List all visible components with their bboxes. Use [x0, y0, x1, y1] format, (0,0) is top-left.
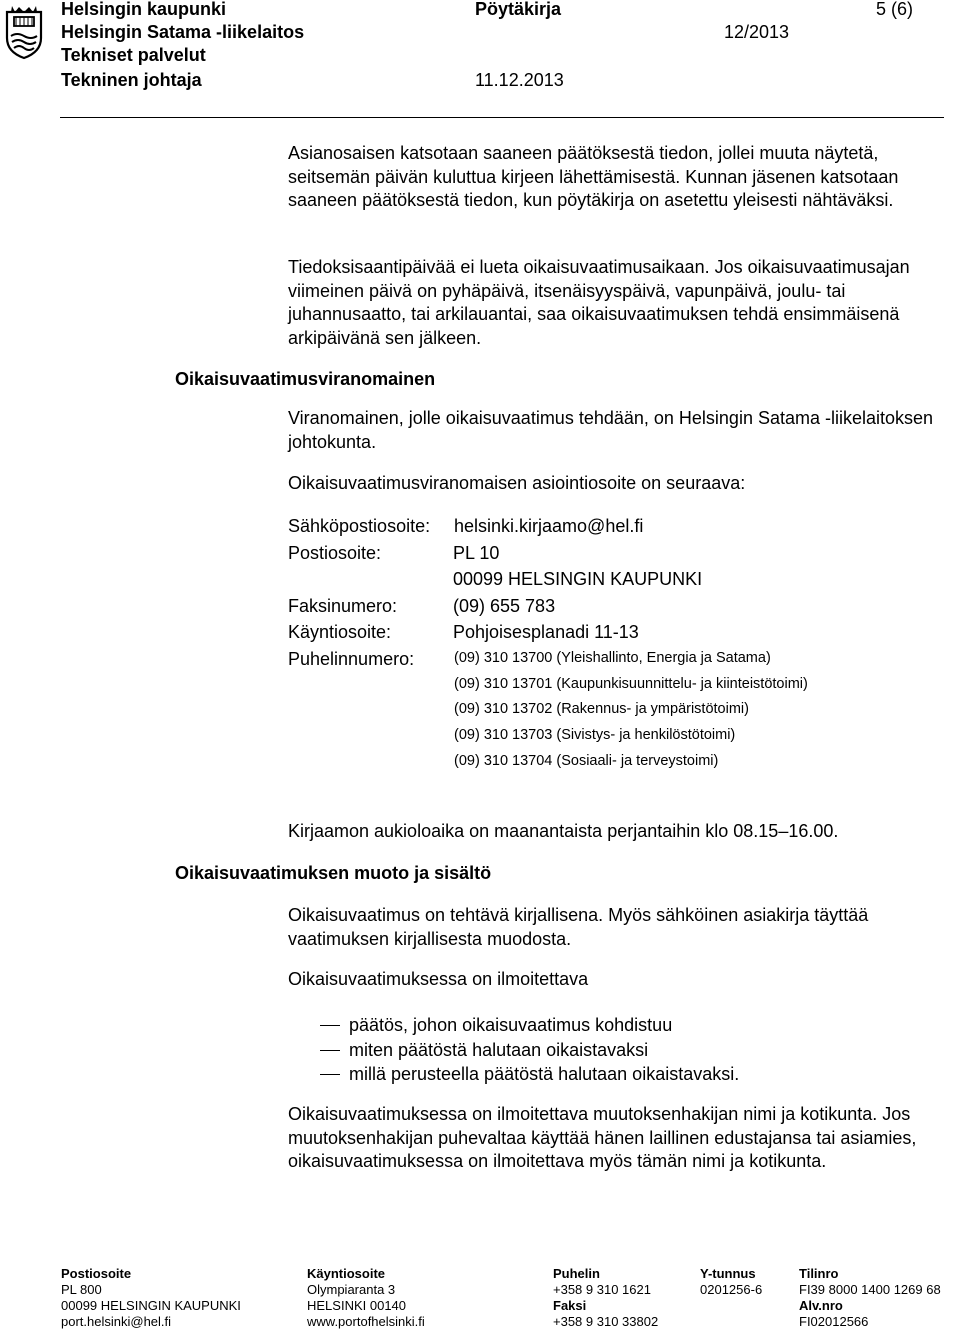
paragraph-written-form [288, 904, 938, 951]
footer-website-link[interactable]: www.portofhelsinki.fi [307, 1314, 425, 1329]
paragraph-authority [288, 407, 938, 454]
header-page-number: 5 (6) [876, 0, 914, 19]
header-organization: Helsingin kaupunki [61, 0, 227, 19]
paragraph-text: Oikaisuvaatimuksessa on ilmoitettava [288, 969, 589, 989]
list-item: miten päätöstä halutaan oikaistavaksi [349, 1040, 649, 1060]
phone-number-item: (09) 310 13704 (Sosiaali- ja terveystoimi) [454, 753, 719, 769]
header-divider [60, 117, 944, 118]
section-heading-form-content: Oikaisuvaatimuksen muoto ja sisältö [175, 863, 492, 883]
footer-business-id-heading: Y-tunnus [700, 1266, 756, 1281]
email-value: helsinki.kirjaamo@hel.fi [454, 516, 644, 536]
postal-address-label: Postiosoite: [288, 543, 382, 563]
paragraph-text: Oikaisuvaatimuksessa on ilmoitettava muutoksenhakijan nimi ja kotikunta. Jos muutoksenhakijan puhevaltaa käyttää hänen laillinen edustajansa tai asiamies, oikaisuvaatimuksessa on ilmoitettava myös tämän nimi ja kotikunta. [288, 1104, 917, 1171]
paragraph-text: Viranomainen, jolle oikaisuvaatimus tehdään, on Helsingin Satama -liikelaitoksen johtokunta. [288, 408, 934, 452]
footer-vat-heading: Alv.nro [799, 1298, 843, 1313]
footer-visit-line1: Olympiaranta 3 [307, 1282, 396, 1297]
phone-number-item: (09) 310 13701 (Kaupunkisuunnittelu- ja kiinteistötoimi) [454, 676, 808, 692]
footer-account-value: FI39 8000 1400 1269 68 [799, 1282, 941, 1297]
footer-vat-value: FI02012566 [799, 1314, 869, 1329]
paragraph-text: Asianosaisen katsotaan saaneen päätöksestä tiedon, jollei muuta näytetä, seitsemän päivän kuluttua kirjeen lähettämisestä. Kunnan jäsenen katsotaan saaneen päätöksestä tiedon, kun pöytäkirja on asetettu yleisesti nähtäväksi. [288, 143, 899, 210]
footer-fax-value: +358 9 310 33802 [553, 1314, 659, 1329]
dash-bullet-icon [320, 1025, 340, 1026]
section-heading-authority: Oikaisuvaatimusviranomainen [175, 369, 436, 389]
office-hours: Kirjaamon aukioloaika on maanantaista perjantaihin klo 08.15–16.00. [288, 821, 839, 841]
paragraph-address-intro [288, 472, 938, 496]
footer-visit-line2: HELSINKI 00140 [307, 1298, 407, 1313]
visiting-address-label: Käyntiosoite: [288, 622, 392, 642]
paragraph-must-state [288, 968, 938, 992]
footer-postal-line2: 00099 HELSINGIN KAUPUNKI [61, 1298, 241, 1313]
visiting-address-value: Pohjoisesplanadi 11-13 [453, 622, 639, 642]
email-label: Sähköpostiosoite: [288, 516, 431, 536]
footer-phone-value: +358 9 310 1621 [553, 1282, 651, 1297]
list-item: päätös, johon oikaisuvaatimus kohdistuu [349, 1015, 673, 1035]
list-item: millä perusteella päätöstä halutaan oikaistavaksi. [349, 1064, 740, 1084]
footer-business-id-value: 0201256-6 [700, 1282, 763, 1297]
header-date: 11.12.2013 [475, 70, 564, 90]
paragraph-text: Oikaisuvaatimus on tehtävä kirjallisena. Myös sähköinen asiakirja täyttää vaatimuksen kirjallisesta muodosta. [288, 905, 869, 949]
helsinki-crest-logo [4, 4, 44, 60]
paragraph-text: Oikaisuvaatimusviranomaisen asiointiosoite on seuraava: [288, 473, 746, 493]
header-document-number: 12/2013 [724, 22, 790, 42]
paragraph-appellant-details [288, 1103, 938, 1174]
dash-bullet-icon [320, 1050, 340, 1051]
phone-label: Puhelinnumero: [288, 649, 415, 669]
paragraph-text: Tiedoksisaantipäivää ei lueta oikaisuvaatimusaikaan. Jos oikaisuvaatimusajan viimeinen päivä on pyhäpäivä, itsenäisyyspäivä, vapunpäivä, joulu- tai juhannusaatto, tai arkilauantai, saa oikaisuvaatimuksen tehdä ensimmäisenä arkipäivänä sen jälkeen. [288, 257, 910, 348]
dash-bullet-icon [320, 1074, 340, 1075]
header-role: Tekninen johtaja [61, 70, 202, 90]
header-document-type: Pöytäkirja [475, 0, 562, 19]
fax-label: Faksinumero: [288, 596, 398, 616]
phone-number-item: (09) 310 13703 (Sivistys- ja henkilöstötoimi) [454, 727, 736, 743]
footer-visit-heading: Käyntiosoite [307, 1266, 386, 1281]
footer-postal-heading: Postiosoite [61, 1266, 132, 1281]
header-unit: Helsingin Satama -liikelaitos [61, 22, 305, 42]
footer-phone-heading: Puhelin [553, 1266, 600, 1281]
paragraph-notification-time [288, 142, 938, 213]
postal-address-line2: 00099 HELSINGIN KAUPUNKI [453, 569, 703, 589]
phone-number-item: (09) 310 13700 (Yleishallinto, Energia ja Satama) [454, 650, 771, 666]
paragraph-deadline-rules [288, 256, 938, 350]
footer-fax-heading: Faksi [553, 1298, 587, 1313]
footer-postal-line1: PL 800 [61, 1282, 102, 1297]
postal-address-line1: PL 10 [453, 543, 500, 563]
footer-account-heading: Tilinro [799, 1266, 839, 1281]
footer-email-link[interactable]: port.helsinki@hel.fi [61, 1314, 172, 1329]
header-department: Tekniset palvelut [61, 45, 206, 65]
phone-number-item: (09) 310 13702 (Rakennus- ja ympäristötoimi) [454, 701, 749, 717]
fax-value: (09) 655 783 [453, 596, 556, 616]
